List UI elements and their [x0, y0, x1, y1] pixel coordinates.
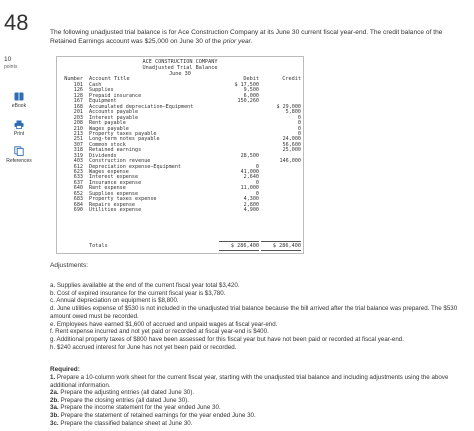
list-item: b. Cost of expired insurance for the current fiscal year is $3,780.: [50, 289, 226, 297]
debit-double-rule: [219, 250, 259, 251]
list-item: f. Rent expense incurred and not yet paid or recorded at fiscal year-end is $400.: [50, 328, 269, 336]
totals-label: Totals: [89, 243, 108, 249]
table-row: 683 Property taxes expense 4,300: [73, 196, 259, 203]
table-row: 203 Interest payable 0: [73, 114, 301, 121]
print-label: Print: [13, 131, 25, 137]
table-row: 168 Accumulated depreciation—Equipment $ 29,000: [73, 103, 301, 110]
credit-total-rule: [261, 241, 301, 242]
table-row: 652 Supplies expense 0: [73, 190, 259, 197]
list-item: a. Supplies available at the end of the current fiscal year total $3,420.: [50, 282, 240, 289]
table-row: 213 Property taxes payable 0: [73, 130, 301, 137]
table-row: 403 Construction revenue 146,000: [73, 158, 301, 165]
col-debit: Debit: [243, 76, 259, 82]
list-item: d. June utilities expense of $530 is not included in the unadjusted trial balance because the bill arrived after the trial balance was prepared. The $530 amount owed must be recorded.: [50, 305, 458, 320]
required-list: [50, 374, 470, 427]
tb-date: June 30: [169, 71, 191, 77]
col-account-title: Account Title: [89, 76, 130, 82]
table-row: 318 Retained earnings 25,000: [73, 147, 301, 154]
points-value: 10: [4, 56, 12, 63]
table-row: 637 Insurance expense 0: [73, 179, 259, 186]
table-row: 128 Prepaid insurance 6,000: [73, 92, 259, 99]
credit-double-rule: [261, 250, 301, 251]
table-row: 319 Dividends 28,500: [73, 152, 259, 159]
list-item: h. $240 accrued interest for June has not yet been paid or recorded.: [50, 343, 237, 351]
list-item: 3c. Prepare the classified balance sheet at June 30.: [50, 419, 193, 427]
table-row: 201 Accounts payable 5,800: [73, 109, 301, 116]
list-item: g. Additional property taxes of $800 have been assessed for this fiscal year but have not been paid or recorded at fiscal year-end.: [50, 335, 404, 343]
tb-totals-row: [57, 243, 303, 249]
table-row: 208 Rent payable 0: [73, 120, 301, 127]
table-row: 623 Wages expense 41,000: [73, 169, 259, 175]
list-item: 1. Prepare a 10-column work sheet for the current fiscal year, starting with the unadjusted trial balance and including adjustments using the above additional information.: [50, 374, 449, 389]
adjustments-title: Adjustments:: [50, 262, 89, 269]
print-button[interactable]: [2, 120, 36, 137]
total-debit: $ 286,400: [230, 243, 259, 249]
printer-icon: [14, 120, 24, 129]
list-item: 3b. Prepare the statement of retained earnings for the year ended June 30.: [50, 411, 256, 419]
table-row: 307 Common stock 56,600: [73, 141, 301, 148]
list-item: 2b. Prepare the closing entries (all dated June 30).: [50, 396, 189, 404]
col-number: Number: [64, 76, 83, 82]
table-row: 126 Supplies 9,500: [73, 87, 259, 94]
table-row: 690 Utilities expense 4,900: [73, 207, 259, 214]
references-label: References: [6, 158, 32, 164]
ebook-button[interactable]: [2, 92, 36, 109]
list-item: e. Employees have earned $1,600 of accrued and unpaid wages at fiscal year-end.: [50, 320, 278, 328]
references-icon: [14, 146, 24, 156]
table-row: 167 Equipment 150,260: [73, 98, 259, 105]
ebook-label: eBook: [11, 103, 27, 109]
table-row: 251 Long-term notes payable 24,000: [73, 136, 301, 143]
tb-rows: [57, 83, 303, 214]
debit-total-rule: [219, 241, 259, 242]
references-button[interactable]: [2, 146, 36, 164]
col-credit: Credit: [282, 76, 301, 82]
list-item: 3a. Prepare the income statement for the year ended June 30.: [50, 404, 221, 412]
question-intro: The following unadjusted trial balance is for Ace Construction Company at its June 30 current fiscal year-end. The credit balance of the Retained Earnings account was $25,000 on June 30 of the prior year.: [50, 29, 443, 45]
table-row: 101 Cash $ 17,500: [73, 82, 259, 88]
tb-company: ACE CONSTRUCTION COMPANY: [142, 59, 218, 65]
table-row: 633 Interest expense 2,640: [73, 174, 259, 181]
table-row: 210 Wages payable 0: [73, 125, 301, 132]
points-label: points: [4, 64, 18, 70]
table-row: 640 Rent expense 11,000: [73, 185, 259, 192]
trial-balance-table: [56, 56, 304, 254]
table-row: 612 Depreciation expense—Equipment 0: [73, 163, 259, 170]
prior-year-emphasis: prior year: [223, 37, 251, 45]
list-item: c. Annual depreciation on equipment is $8,800.: [50, 297, 179, 305]
ebook-icon: [14, 92, 24, 101]
required-title: Required:: [50, 366, 80, 373]
total-credit: $ 286,400: [272, 243, 301, 249]
table-row: 684 Repairs expense 2,800: [73, 201, 259, 208]
adjustments-list: [50, 282, 470, 351]
list-item: 2a. Prepare the adjusting entries (all dated June 30).: [50, 389, 195, 397]
question-number: 48: [4, 10, 29, 35]
tb-title: Unadjusted Trial Balance: [142, 65, 218, 71]
